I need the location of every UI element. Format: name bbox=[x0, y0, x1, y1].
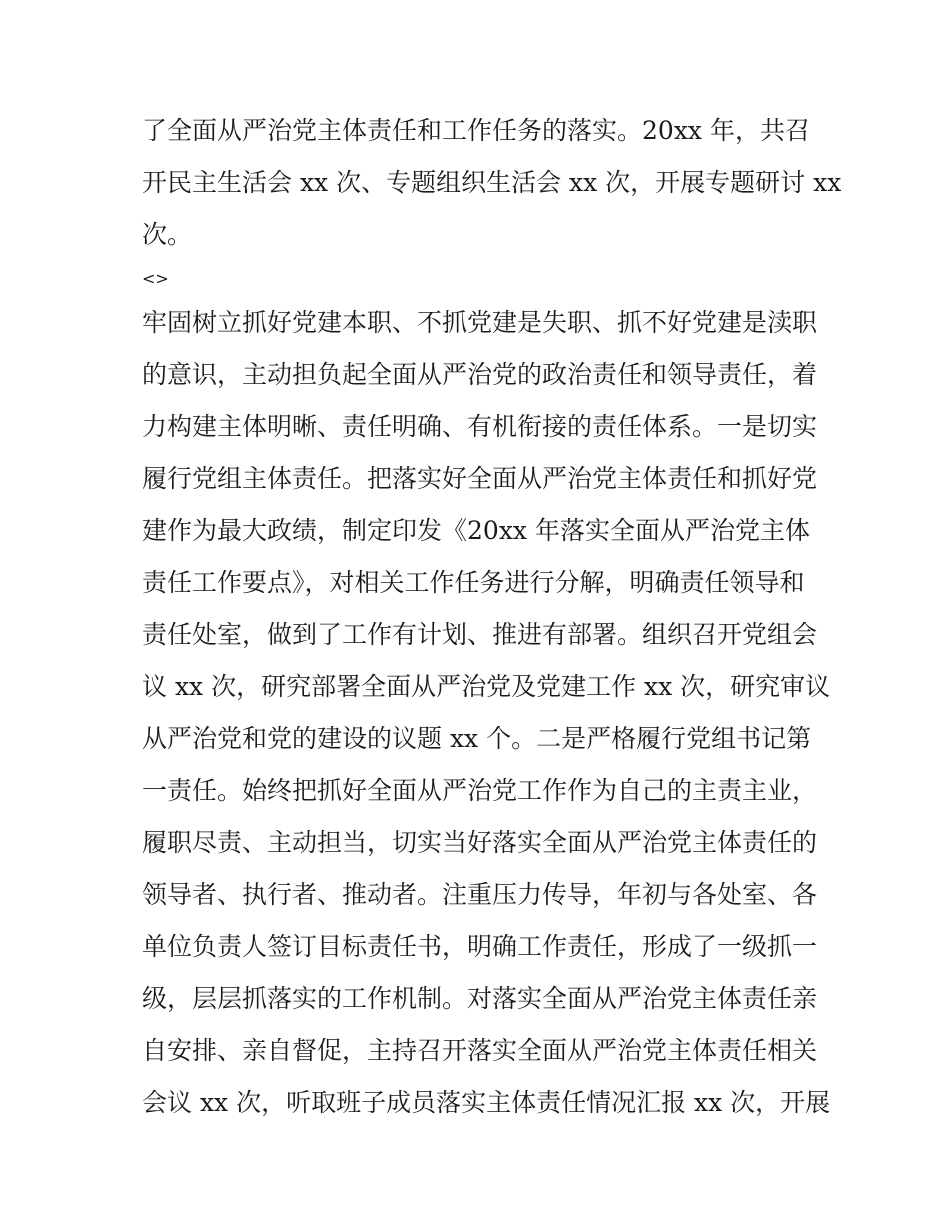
text-line: 领导者、执行者、推动者。注重压力传导，年初与各处室、各 bbox=[142, 880, 818, 909]
paragraph-2 bbox=[142, 297, 831, 1129]
text-line: 从严治党和党的建设的议题 xx 个。二是严格履行党组书记第 bbox=[142, 724, 812, 753]
text-line: 一责任。始终把抓好全面从严治党工作作为自己的主责主业， bbox=[142, 776, 818, 805]
text-line: 责任处室，做到了工作有计划、推进有部署。组织召开党组会 bbox=[142, 620, 818, 649]
text-line: 责任工作要点》，对相关工作任务进行分解，明确责任领导和 bbox=[142, 568, 805, 597]
section-marker: <> bbox=[142, 269, 169, 288]
text-line: 的意识，主动担负起全面从严治党的政治责任和领导责任，着 bbox=[142, 360, 818, 389]
text-line: 了全面从严治党主体责任和工作任务的落实。20xx 年，共召 bbox=[142, 116, 810, 145]
text-line: 建作为最大政绩，制定印发《20xx 年落实全面从严治党主体 bbox=[142, 516, 810, 545]
text-line: 会议 xx 次，听取班子成员落实主体责任情况汇报 xx 次，开展 bbox=[142, 1088, 831, 1117]
text-line: 单位负责人签订目标责任书，明确工作责任，形成了一级抓一 bbox=[142, 932, 818, 961]
text-line: 开民主生活会 xx 次、专题组织生活会 xx 次，开展专题研讨 xx bbox=[142, 168, 842, 197]
document-body bbox=[142, 105, 842, 1129]
text-line: 牢固树立抓好党建本职、不抓党建是失职、抓不好党建是渎职 bbox=[142, 308, 818, 337]
text-line: 自安排、亲自督促，主持召开落实全面从严治党主体责任相关 bbox=[142, 1036, 818, 1065]
text-line: 议 xx 次，研究部署全面从严治党及党建工作 xx 次，研究审议 bbox=[142, 672, 831, 701]
text-line: 力构建主体明晰、责任明确、有机衔接的责任体系。一是切实 bbox=[142, 412, 818, 441]
paragraph-1 bbox=[142, 105, 842, 261]
text-line: 次。 bbox=[142, 220, 193, 249]
text-line: 级，层层抓落实的工作机制。对落实全面从严治党主体责任亲 bbox=[142, 984, 818, 1013]
text-line: 履职尽责、主动担当，切实当好落实全面从严治党主体责任的 bbox=[142, 828, 818, 857]
text-line: 履行党组主体责任。把落实好全面从严治党主体责任和抓好党 bbox=[142, 464, 818, 493]
